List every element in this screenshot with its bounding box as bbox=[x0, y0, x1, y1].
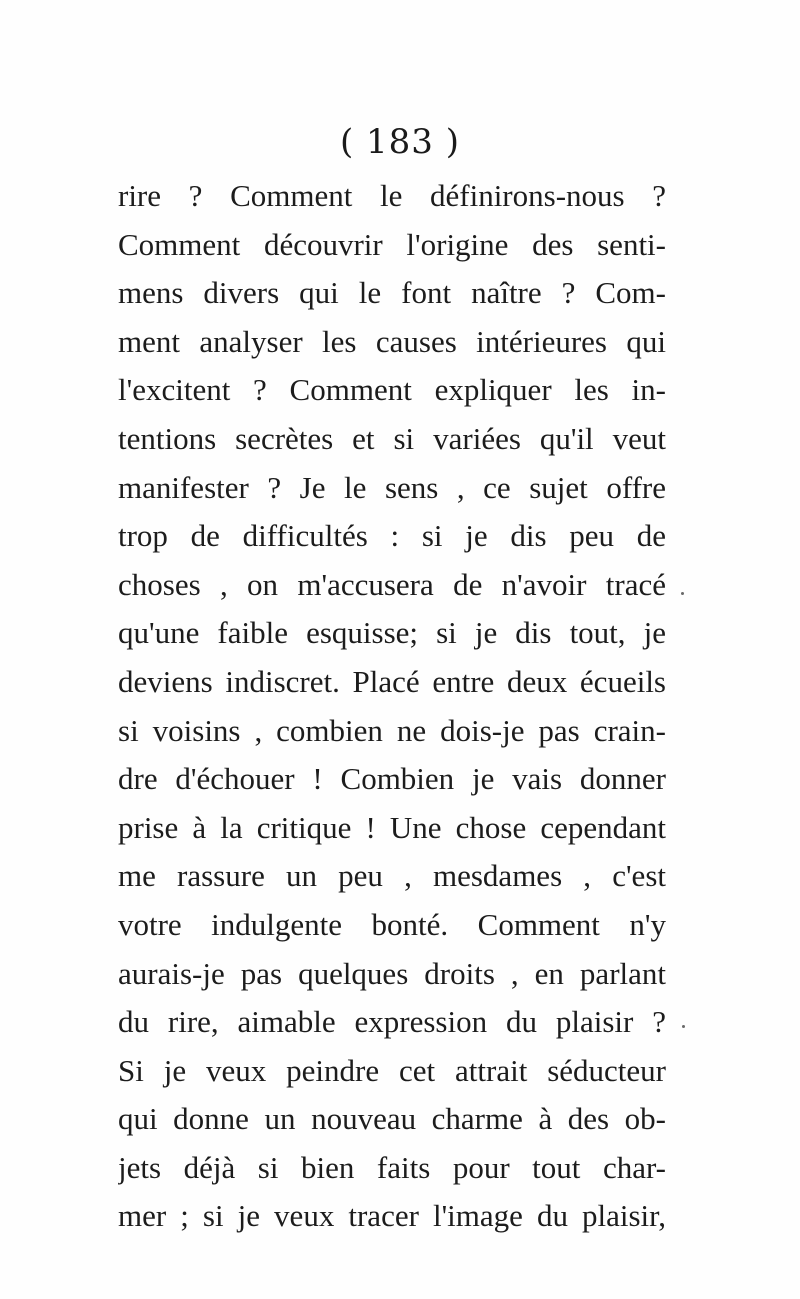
text-line: choses , on m'accusera de n'avoir tracé bbox=[118, 566, 666, 602]
text-line: manifester ? Je le sens , ce sujet offre bbox=[118, 469, 666, 505]
text-line: me rassure un peu , mesdames , c'est bbox=[118, 858, 666, 894]
page-number: ( 183 ) bbox=[339, 122, 461, 162]
text-line: qu'une faible esquisse; si je dis tout, je bbox=[118, 615, 666, 651]
ink-speck bbox=[682, 1025, 685, 1028]
text-line: Comment découvrir l'origine des senti- bbox=[118, 226, 666, 262]
text-line: si voisins , combien ne dois-je pas crain- bbox=[118, 712, 666, 748]
text-line: mer ; si je veux tracer l'image du plaisir, bbox=[118, 1198, 666, 1234]
text-line: Si je veux peindre cet attrait séducteur bbox=[118, 1052, 666, 1088]
text-line: mens divers qui le font naître ? Com- bbox=[118, 275, 666, 311]
text-line: rire ? Comment le définirons-nous ? bbox=[118, 178, 666, 213]
text-line: votre indulgente bonté. Comment n'y bbox=[118, 906, 666, 942]
text-line: du rire, aimable expression du plaisir ? bbox=[118, 1004, 666, 1040]
text-line: aurais-je pas quelques droits , en parlant bbox=[118, 955, 666, 991]
text-line: deviens indiscret. Placé entre deux écueils bbox=[118, 663, 666, 699]
text-line: l'excitent ? Comment expliquer les in- bbox=[118, 372, 666, 408]
text-line: prise à la critique ! Une chose cependant bbox=[118, 809, 666, 845]
ink-speck bbox=[681, 592, 684, 595]
text-line: ment analyser les causes intérieures qui bbox=[118, 323, 666, 359]
text-line: jets déjà si bien faits pour tout char- bbox=[118, 1149, 666, 1185]
text-line: trop de difficultés : si je dis peu de bbox=[118, 518, 666, 554]
text-line: tentions secrètes et si variées qu'il veut bbox=[118, 420, 666, 456]
body-text bbox=[118, 172, 666, 1241]
text-line: qui donne un nouveau charme à des ob- bbox=[118, 1101, 666, 1137]
text-line: dre d'échouer ! Combien je vais donner bbox=[118, 761, 666, 797]
